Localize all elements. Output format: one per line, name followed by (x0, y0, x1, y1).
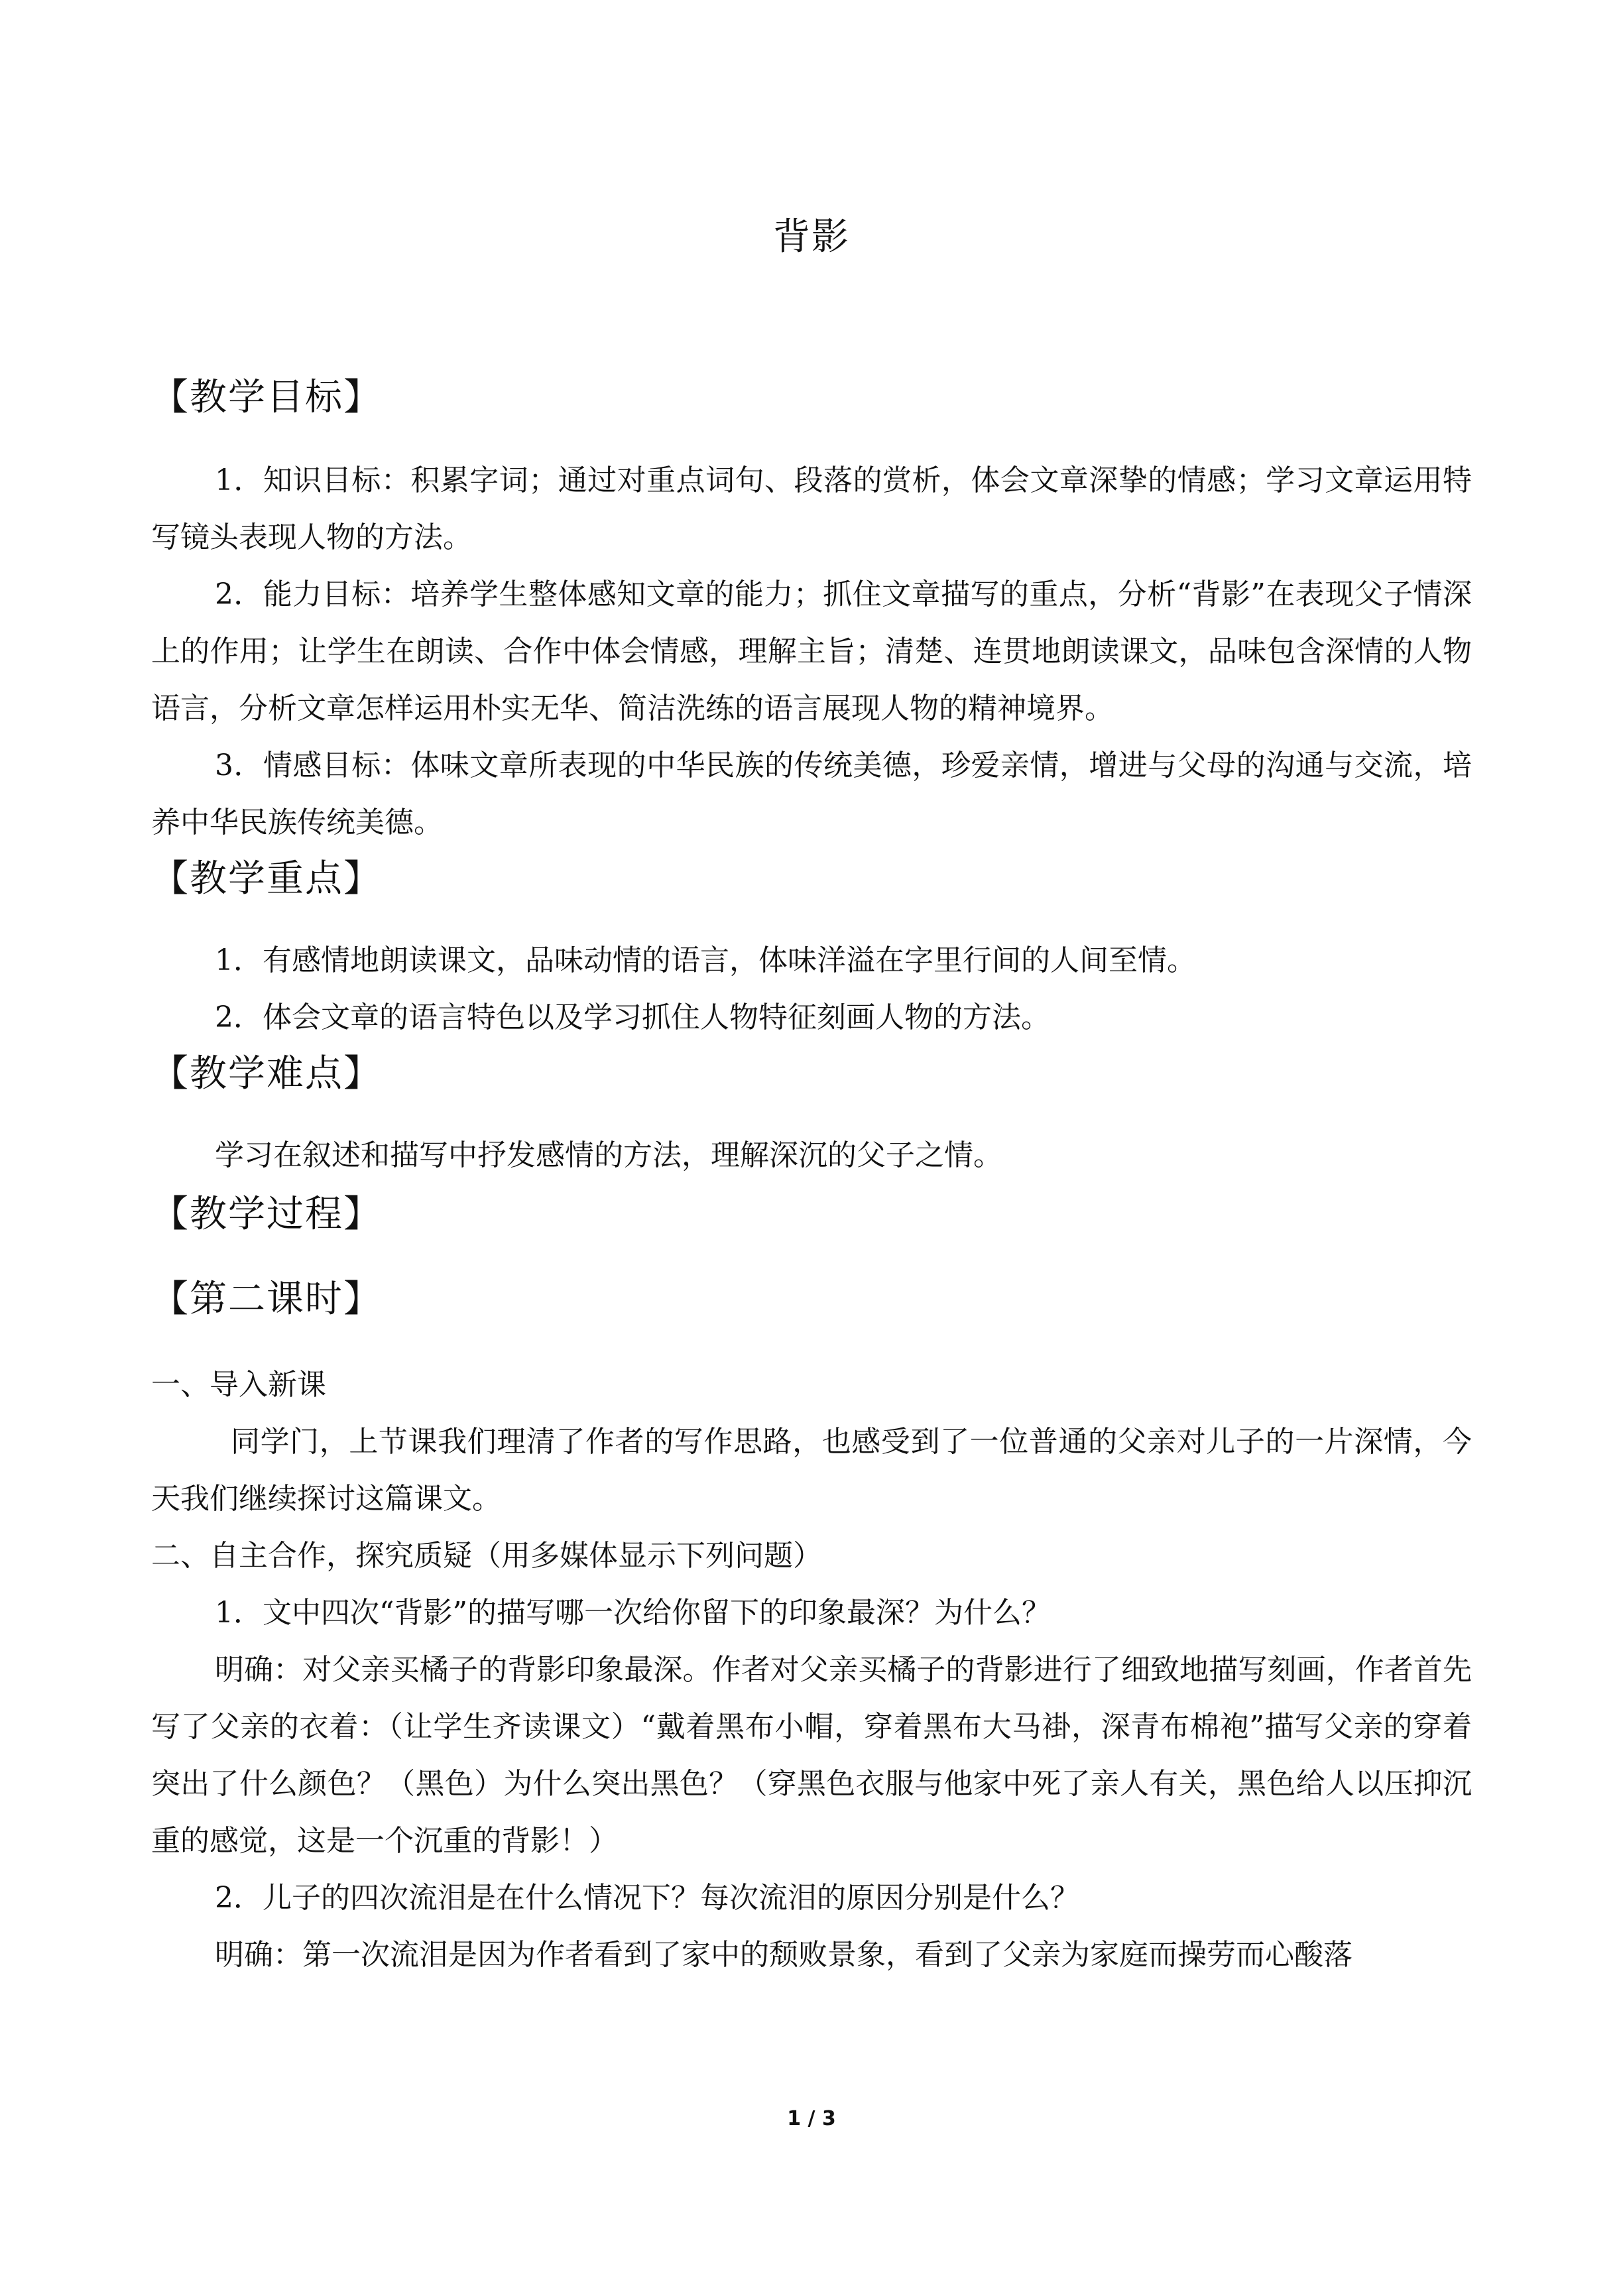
objective-item: 3．情感目标：体味文章所表现的中华民族的传统美德，珍爱亲情，增进与父母的沟通与交流，培养中华民族传统美德。 (151, 749, 1472, 839)
section-heading-second-lesson: 【第二课时】 (151, 1278, 382, 1321)
question-2: 2．儿子的四次流泪是在什么情况下？每次流泪的原因分别是什么？ (215, 1881, 1079, 1915)
intro-paragraph: 同学门，上节课我们理清了作者的写作思路，也感受到了一位普通的父亲对儿子的一片深情，今天我们继续探讨这篇课文。 (151, 1425, 1472, 1516)
section-heading-difficulties: 【教学难点】 (151, 1052, 382, 1095)
section-heading-process: 【教学过程】 (151, 1193, 382, 1236)
objective-item: 2．能力目标：培养学生整体感知文章的能力；抓住文章描写的重点，分析“背影”在表现父子情深上的作用；让学生在朗读、合作中体会情感，理解主旨；清楚、连贯地朗读课文，品味包含深情的人物语言，分析文章怎样运用朴实无华、简洁洗练的语言展现人物的精神境界。 (151, 577, 1472, 725)
answer-2: 明确：第一次流泪是因为作者看到了家中的颓败景象，看到了父亲为家庭而操劳而心酸落 (215, 1938, 1352, 1972)
document-body (151, 371, 1472, 1984)
part-title-cooperation: 二、自主合作，探究质疑（用多媒体显示下列问题） (151, 1539, 822, 1573)
section-heading-key-points: 【教学重点】 (151, 857, 382, 900)
page-number: 1 / 3 (787, 2107, 836, 2130)
section-heading-objectives: 【教学目标】 (151, 376, 382, 419)
objective-item: 1．知识目标：积累字词；通过对重点词句、段落的赏析，体会文章深挚的情感；学习文章运用特写镜头表现人物的方法。 (151, 463, 1472, 554)
part-title-intro: 一、导入新课 (151, 1368, 326, 1402)
answer-1: 明确：对父亲买橘子的背影印象最深。作者对父亲买橘子的背影进行了细致地描写刻画，作者首先写了父亲的衣着：（让学生齐读课文）“戴着黑布小帽，穿着黑布大马褂，深青布棉袍”描写父亲的穿着突出了什么颜色？（黑色）为什么突出黑色？（穿黑色衣服与他家中死了亲人有关，黑色给人以压抑沉重的感觉，这是一个沉重的背影！） (151, 1653, 1472, 1858)
difficulty-item: 学习在叙述和描写中抒发感情的方法，理解深沉的父子之情。 (215, 1138, 1002, 1172)
question-1: 1．文中四次“背影”的描写哪一次给你留下的印象最深？为什么？ (215, 1596, 1051, 1630)
key-point-item: 2．体会文章的语言特色以及学习抓住人物特征刻画人物的方法。 (215, 1000, 1050, 1034)
key-point-item: 1．有感情地朗读课文，品味动情的语言，体味洋溢在字里行间的人间至情。 (215, 943, 1196, 977)
document-title: 背影 (773, 215, 850, 259)
